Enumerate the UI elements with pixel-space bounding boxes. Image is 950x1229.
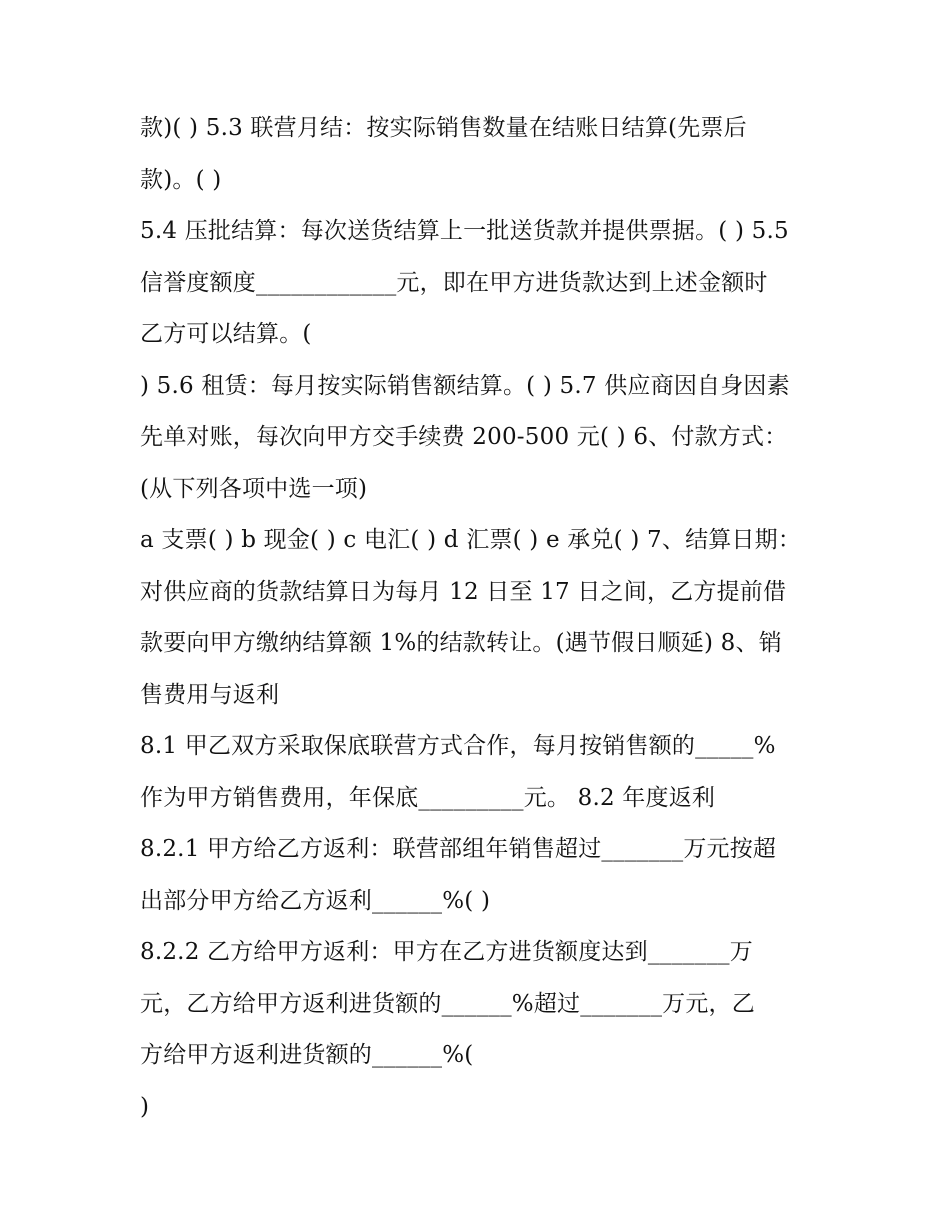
text-line: 款要向甲方缴纳结算额 1%的结款转让。(遇节假日顺延) 8、销 <box>140 630 782 656</box>
text-line: 5.4 压批结算：每次送货结算上一批送货款并提供票据。( ) 5.5 <box>140 218 789 244</box>
text-line: 乙方可以结算。( <box>140 321 312 347</box>
text-line: 对供应商的货款结算日为每月 12 日至 17 日之间，乙方提前借 <box>140 578 787 605</box>
text-line: 售费用与返利 <box>140 681 280 708</box>
text-line: 出部分甲方给乙方返利______%( ) <box>140 887 491 914</box>
text-line: 8.2.1 甲方给乙方返利：联营部组年销售超过_______万元按超 <box>140 836 777 862</box>
text-line: 方给甲方返利进货额的______%( <box>140 1042 474 1068</box>
text-line: 信誉度额度____________元，即在甲方进货款达到上述金额时 <box>140 269 768 296</box>
text-line: 先单对账，每次向甲方交手续费 200-500 元( ) 6、付款方式： <box>140 424 788 450</box>
text-line: 款)( ) 5.3 联营月结：按实际销售数量在结账日结算(先票后 <box>140 115 747 141</box>
text-line: ) <box>140 1093 150 1120</box>
text-line: ) 5.6 租赁：每月按实际销售额结算。( ) 5.7 供应商因自身因素 <box>140 372 790 399</box>
text-line: 作为甲方销售费用，年保底_________元。 8.2 年度返利 <box>140 784 716 811</box>
contract-text-body <box>140 103 840 1133</box>
text-line: 元，乙方给甲方返利进货额的______%超过_______万元，乙 <box>140 990 755 1017</box>
text-line: 8.1 甲乙双方采取保底联营方式合作，每月按销售额的_____% <box>140 733 776 759</box>
text-line: 8.2.2 乙方给甲方返利：甲方在乙方进货额度达到_______万 <box>140 939 753 965</box>
text-line: a 支票( ) b 现金( ) c 电汇( ) d 汇票( ) e 承兑( ) 7、结算日期： <box>140 527 802 553</box>
text-line: 款)。( ) <box>140 166 222 193</box>
text-line: (从下列各项中选一项) <box>140 475 368 502</box>
